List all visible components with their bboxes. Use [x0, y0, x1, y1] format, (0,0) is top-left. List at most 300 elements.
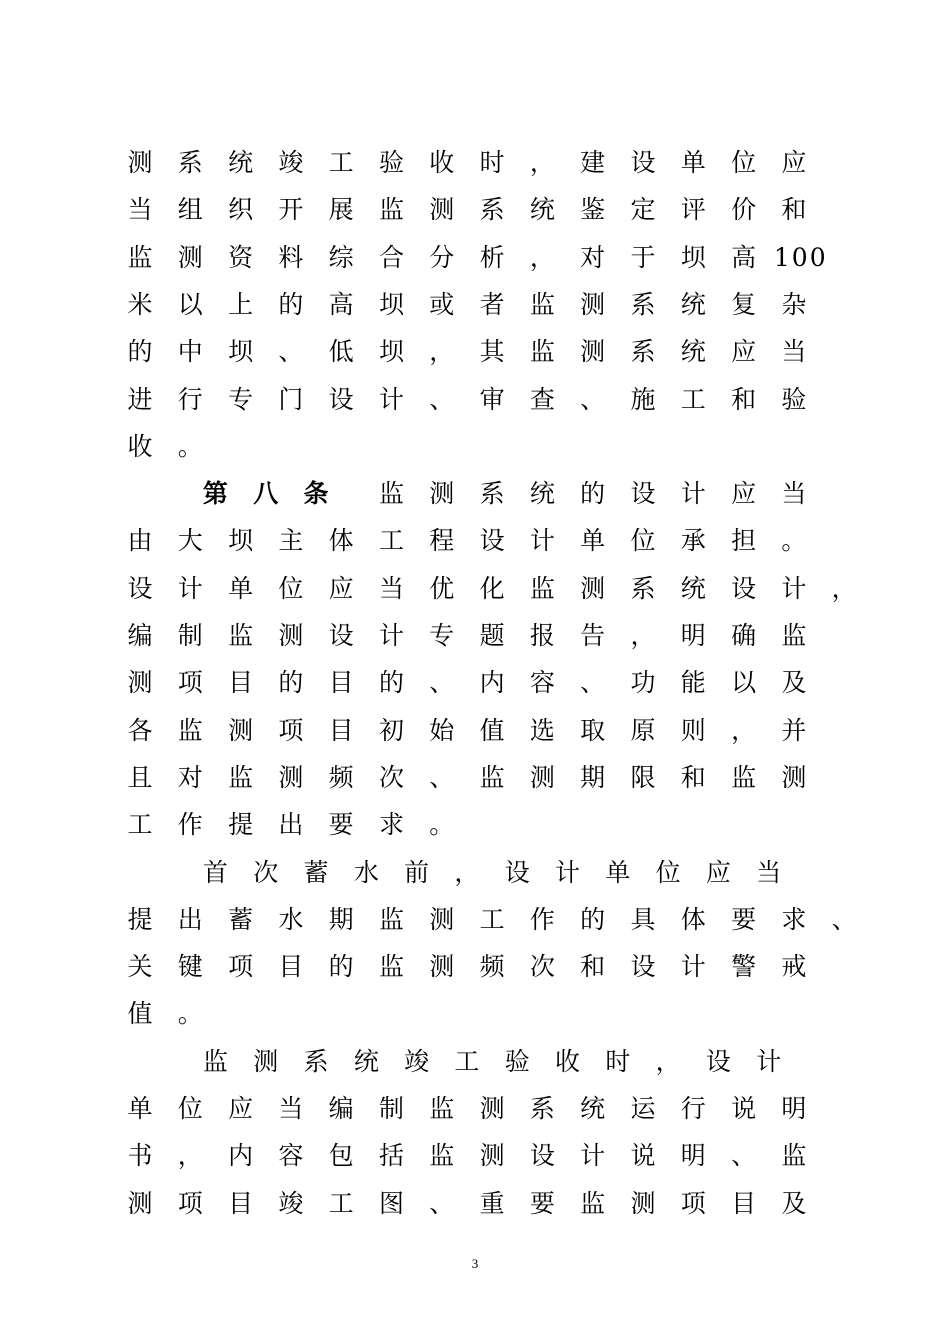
character: 鉴: [580, 195, 606, 225]
character: 设: [630, 148, 656, 177]
character: 各: [127, 715, 153, 745]
character: ，: [630, 621, 656, 650]
character: 当: [756, 857, 782, 887]
character: 料: [278, 242, 304, 272]
character: 目: [228, 1188, 254, 1218]
character: ，: [731, 715, 757, 745]
character: 以: [177, 289, 203, 319]
text-line: [0, 994, 950, 1034]
character: 应: [328, 573, 354, 603]
character: 求: [781, 904, 807, 934]
character: 测: [228, 715, 254, 745]
character: 。: [781, 526, 807, 556]
text-line: [0, 1042, 950, 1082]
character: 大: [177, 526, 203, 556]
character: 次: [378, 762, 404, 792]
character: 计: [781, 573, 807, 603]
text-line: [0, 332, 950, 372]
character: 设: [479, 526, 505, 556]
character: 、: [429, 1188, 455, 1218]
character: 工: [680, 384, 706, 414]
text-line: [0, 380, 950, 420]
character: 提: [127, 904, 153, 934]
character: 合: [378, 242, 404, 272]
character: 系: [479, 195, 505, 225]
character: 计: [680, 952, 706, 982]
character: 的: [378, 668, 404, 698]
character: 坝: [228, 526, 254, 556]
character: 说: [731, 1094, 757, 1123]
character: 门: [278, 384, 304, 414]
character: 价: [731, 195, 757, 225]
character: 测: [127, 1188, 153, 1218]
character: 单: [580, 526, 606, 556]
character: 竣: [278, 148, 304, 177]
character: 体: [680, 904, 706, 934]
character: 能: [680, 668, 706, 698]
character: 目: [328, 715, 354, 745]
text-line: [0, 427, 950, 467]
character: 应: [781, 148, 807, 177]
character: 资: [228, 242, 254, 272]
character: 测: [429, 904, 455, 934]
character: 次: [529, 952, 555, 982]
character: 单: [228, 573, 254, 603]
text-line: [0, 616, 950, 656]
character: 展: [328, 195, 354, 225]
character: 、: [831, 904, 857, 934]
character: 图: [378, 1188, 404, 1218]
character: 系: [529, 1094, 555, 1123]
character: 设: [127, 573, 153, 603]
character: 戒: [781, 952, 807, 982]
character: 应: [731, 337, 757, 367]
character: 括: [378, 1141, 404, 1171]
character: 期: [580, 762, 606, 792]
character: 监: [479, 762, 505, 792]
character: 应: [228, 1094, 254, 1123]
character: 监: [177, 715, 203, 745]
character: 当: [781, 479, 807, 509]
character: 单: [605, 857, 631, 887]
character: 测: [429, 479, 455, 509]
character: 工: [479, 904, 505, 934]
character: 第: [202, 479, 228, 509]
character: 监: [378, 195, 404, 225]
character: 出: [278, 810, 304, 840]
text-line: [0, 521, 950, 561]
character: 容: [529, 668, 555, 698]
character: 承: [680, 526, 706, 556]
character: 主: [278, 526, 304, 556]
character: 明: [781, 1094, 807, 1123]
character: 坝: [378, 337, 404, 367]
character: 杂: [781, 289, 807, 319]
text-line: [0, 1136, 950, 1176]
character: 析: [479, 242, 505, 272]
character: 测: [630, 1188, 656, 1218]
text-line: [0, 285, 950, 325]
character: 。: [177, 999, 203, 1029]
character: 、: [731, 1141, 757, 1171]
character: 计: [756, 1046, 782, 1076]
character: 对: [177, 762, 203, 792]
character: 监: [429, 1094, 455, 1123]
character: 监: [781, 621, 807, 650]
character: 取: [580, 715, 606, 745]
character: 、: [278, 337, 304, 367]
character: 坝: [680, 242, 706, 272]
character: 中: [177, 337, 203, 367]
character: 运: [630, 1094, 656, 1123]
character: 编: [127, 621, 153, 650]
character: 测: [127, 148, 153, 177]
character: 设: [328, 621, 354, 650]
character: 。: [177, 431, 203, 461]
character: ，: [831, 573, 857, 603]
character: 明: [680, 1141, 706, 1171]
character: ，: [529, 148, 555, 177]
character: 出: [177, 904, 203, 934]
character: 米: [127, 289, 153, 319]
character: 初: [378, 715, 404, 745]
character: 值: [479, 715, 505, 745]
character: 上: [228, 289, 254, 319]
character: 监: [529, 289, 555, 319]
character: 统: [680, 289, 706, 319]
character: 首: [202, 857, 228, 887]
character: 监: [228, 621, 254, 650]
character: 系: [177, 148, 203, 177]
character: 单: [127, 1094, 153, 1123]
character: ，: [655, 1046, 681, 1076]
character: 行: [177, 384, 203, 414]
character: 前: [404, 857, 430, 887]
character: 测: [479, 1141, 505, 1171]
character: 测: [580, 289, 606, 319]
character: 统: [529, 195, 555, 225]
character: 原: [630, 715, 656, 745]
character: 对: [580, 242, 606, 272]
character: 的: [328, 952, 354, 982]
character: 收: [429, 148, 455, 177]
character: 监: [378, 904, 404, 934]
character: 设: [529, 1141, 555, 1171]
character: 要: [529, 1188, 555, 1218]
character: 体: [328, 526, 354, 556]
character: 计: [378, 384, 404, 414]
character: 坝: [378, 289, 404, 319]
character: 监: [529, 573, 555, 603]
character: 和: [580, 952, 606, 982]
character: 位: [630, 526, 656, 556]
character: 统: [680, 337, 706, 367]
character: 八: [253, 479, 279, 509]
character: 时: [605, 1046, 631, 1076]
character: 坝: [228, 337, 254, 367]
text-line: [0, 947, 950, 987]
character: 单: [680, 148, 706, 177]
character: 测: [253, 1046, 279, 1076]
character: 计: [529, 526, 555, 556]
character: 复: [731, 289, 757, 319]
character: 蓄: [228, 904, 254, 934]
character: 当: [378, 573, 404, 603]
character: 其: [479, 337, 505, 367]
character: 竣: [404, 1046, 430, 1076]
character: 统: [529, 479, 555, 509]
character: 项: [177, 1188, 203, 1218]
character: 监: [228, 762, 254, 792]
character: 警: [731, 952, 757, 982]
character: 作: [177, 810, 203, 840]
character: 工: [454, 1046, 480, 1076]
character: 测: [127, 668, 153, 698]
character: 位: [655, 857, 681, 887]
character: 的: [127, 337, 153, 367]
character: 测: [177, 242, 203, 272]
character: 计: [177, 573, 203, 603]
character: 统: [680, 573, 706, 603]
character: 应: [705, 857, 731, 887]
character: 要: [731, 904, 757, 934]
character: 测: [429, 195, 455, 225]
character: 施: [630, 384, 656, 414]
character: 监: [378, 479, 404, 509]
character: 查: [529, 384, 555, 414]
character: 设: [630, 952, 656, 982]
page-number: 3: [471, 1256, 479, 1271]
character: 容: [278, 1141, 304, 1171]
character: 监: [127, 242, 153, 272]
character: 担: [731, 526, 757, 556]
character: 位: [278, 573, 304, 603]
character: 包: [328, 1141, 354, 1171]
character: 。: [429, 810, 455, 840]
character: 当: [127, 195, 153, 225]
character: 的: [278, 668, 304, 698]
text-line: [0, 190, 950, 230]
character: 由: [127, 526, 153, 556]
character: 系: [630, 289, 656, 319]
character: 的: [278, 289, 304, 319]
character: 验: [504, 1046, 530, 1076]
character: 监: [429, 1141, 455, 1171]
character: 明: [680, 621, 706, 650]
text-line: [0, 900, 950, 940]
character: 作: [529, 904, 555, 934]
character: 行: [680, 1094, 706, 1123]
character: ，: [429, 337, 455, 367]
character: 系: [479, 479, 505, 509]
text-line: [0, 1089, 950, 1129]
character: 综: [328, 242, 354, 272]
character: 统: [580, 1094, 606, 1123]
character: 求: [378, 810, 404, 840]
text-line: [0, 569, 950, 609]
character: 于: [630, 242, 656, 272]
character: 、: [429, 384, 455, 414]
character: 系: [630, 337, 656, 367]
character: 目: [328, 668, 354, 698]
character: 当: [278, 1094, 304, 1123]
character: 且: [127, 762, 153, 792]
character: 项: [177, 668, 203, 698]
character: 工: [378, 526, 404, 556]
text-line: [0, 1184, 950, 1224]
character: 程: [429, 526, 455, 556]
text-line: [0, 758, 950, 798]
text-line: [0, 853, 950, 893]
number: 100: [773, 242, 828, 272]
text-line: [0, 805, 950, 845]
character: 审: [479, 384, 505, 414]
character: 项: [228, 952, 254, 982]
character: 统: [353, 1046, 379, 1076]
character: 监: [529, 337, 555, 367]
character: 内: [479, 668, 505, 698]
character: 验: [781, 384, 807, 414]
character: 目: [731, 1188, 757, 1218]
character: 测: [278, 621, 304, 650]
character: 值: [127, 999, 153, 1029]
character: 位: [731, 148, 757, 177]
text-line: [0, 474, 950, 514]
character: 、: [429, 668, 455, 698]
character: 验: [378, 148, 404, 177]
character: 者: [479, 289, 505, 319]
character: 项: [278, 715, 304, 745]
character: 或: [429, 289, 455, 319]
character: 专: [228, 384, 254, 414]
character: 测: [429, 952, 455, 982]
character: 及: [781, 668, 807, 698]
character: 限: [630, 762, 656, 792]
character: 计: [580, 1141, 606, 1171]
character: 建: [580, 148, 606, 177]
character: 化: [479, 573, 505, 603]
character: 计: [378, 621, 404, 650]
character: 始: [429, 715, 455, 745]
character: 项: [680, 1188, 706, 1218]
character: 的: [580, 904, 606, 934]
character: 系: [303, 1046, 329, 1076]
character: 和: [680, 762, 706, 792]
character: 组: [177, 195, 203, 225]
character: 条: [303, 479, 329, 509]
character: 次: [253, 857, 279, 887]
character: 目: [278, 952, 304, 982]
character: 位: [177, 1094, 203, 1123]
character: 监: [378, 952, 404, 982]
character: ，: [454, 857, 480, 887]
character: 期: [328, 904, 354, 934]
character: 收: [127, 431, 153, 461]
text-line: [0, 143, 950, 183]
character: ，: [529, 242, 555, 272]
character: 设: [705, 1046, 731, 1076]
character: 高: [328, 289, 354, 319]
character: 低: [328, 337, 354, 367]
character: 书: [127, 1141, 153, 1171]
character: 及: [781, 1188, 807, 1218]
character: 定: [630, 195, 656, 225]
character: 编: [328, 1094, 354, 1123]
character: 竣: [278, 1188, 304, 1218]
character: 计: [680, 479, 706, 509]
character: 选: [529, 715, 555, 745]
character: 和: [731, 384, 757, 414]
character: 键: [177, 952, 203, 982]
character: 统: [228, 148, 254, 177]
character: 则: [680, 715, 706, 745]
character: 测: [529, 762, 555, 792]
character: 具: [630, 904, 656, 934]
character: 设: [630, 479, 656, 509]
character: 频: [328, 762, 354, 792]
character: 功: [630, 668, 656, 698]
character: 监: [731, 762, 757, 792]
character: 蓄: [303, 857, 329, 887]
character: 内: [228, 1141, 254, 1171]
character: 频: [479, 952, 505, 982]
character: 水: [353, 857, 379, 887]
character: 时: [479, 148, 505, 177]
character: 、: [580, 668, 606, 698]
character: 说: [630, 1141, 656, 1171]
character: 告: [580, 621, 606, 650]
character: 专: [429, 621, 455, 650]
character: 制: [177, 621, 203, 650]
character: 提: [228, 810, 254, 840]
character: 测: [479, 1094, 505, 1123]
character: 测: [580, 573, 606, 603]
character: 题: [479, 621, 505, 650]
character: 监: [202, 1046, 228, 1076]
character: 优: [429, 573, 455, 603]
character: 以: [731, 668, 757, 698]
character: 重: [479, 1188, 505, 1218]
character: 确: [731, 621, 757, 650]
character: 测: [580, 337, 606, 367]
character: 的: [580, 479, 606, 509]
character: 应: [731, 479, 757, 509]
character: 收: [555, 1046, 581, 1076]
character: 设: [328, 384, 354, 414]
character: 测: [278, 762, 304, 792]
character: 报: [529, 621, 555, 650]
character: 评: [680, 195, 706, 225]
character: 系: [630, 573, 656, 603]
text-line: [0, 238, 950, 278]
character: 监: [781, 1141, 807, 1171]
character: 、: [429, 762, 455, 792]
text-line: [0, 711, 950, 751]
character: 测: [781, 762, 807, 792]
character: 制: [378, 1094, 404, 1123]
character: 工: [127, 810, 153, 840]
character: 开: [278, 195, 304, 225]
character: 并: [781, 715, 807, 745]
character: 进: [127, 384, 153, 414]
character: 要: [328, 810, 354, 840]
text-line: [0, 663, 950, 703]
character: 工: [328, 148, 354, 177]
character: ，: [177, 1141, 203, 1171]
character: 、: [580, 384, 606, 414]
character: 设: [504, 857, 530, 887]
character: 关: [127, 952, 153, 982]
